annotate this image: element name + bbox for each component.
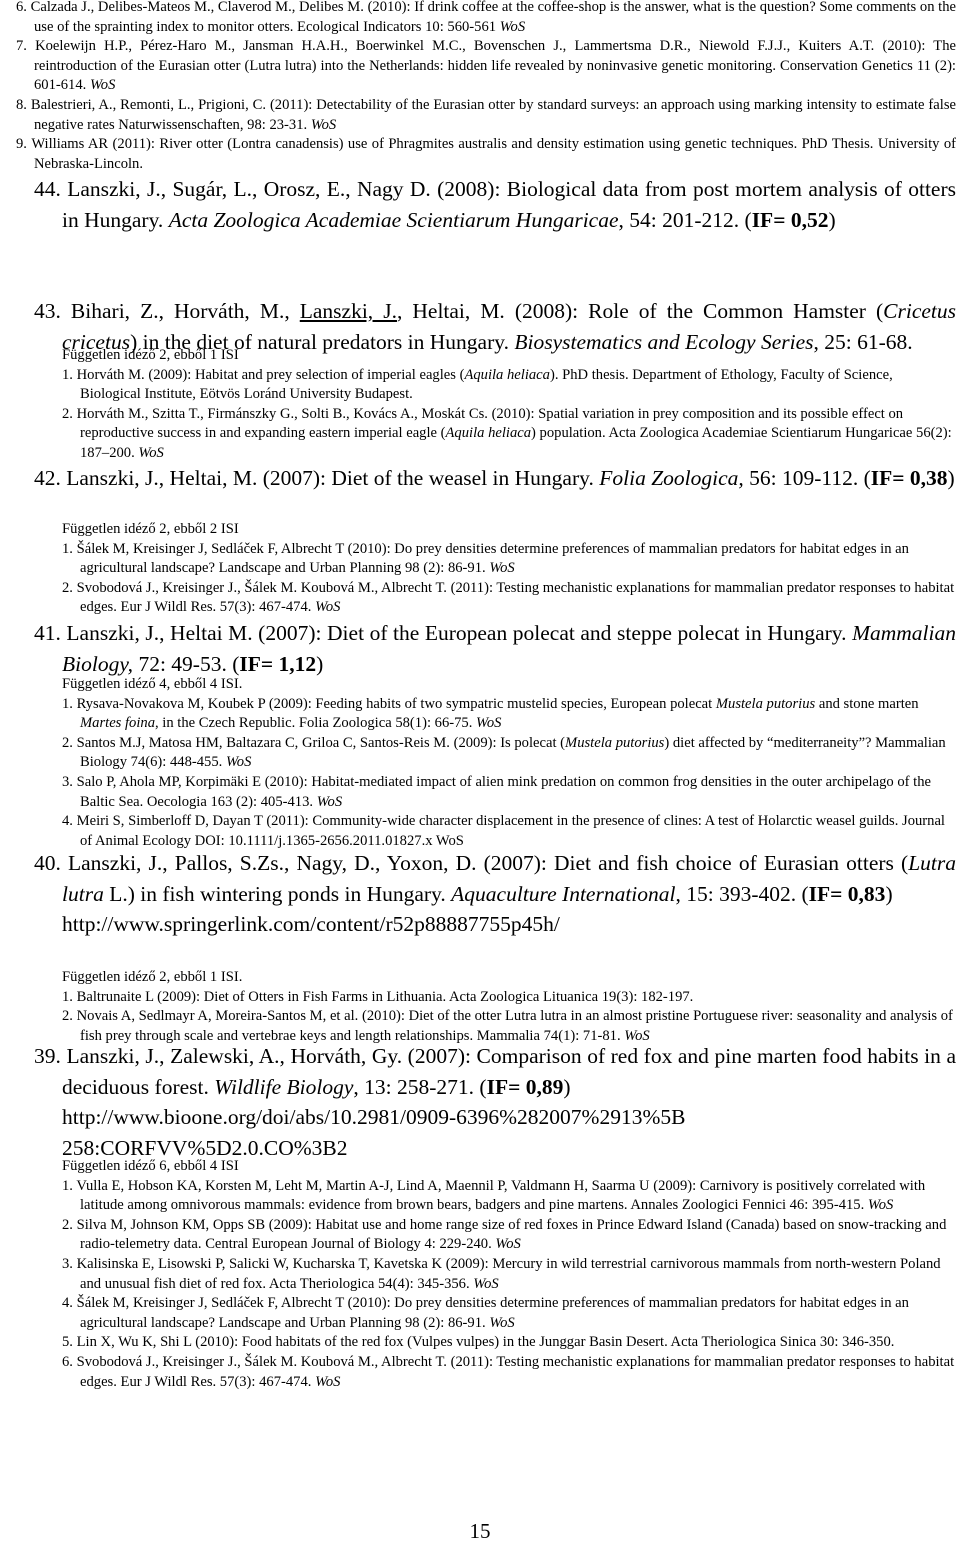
citation-count: Független idéző 2, ebből 1 ISI. bbox=[62, 969, 243, 985]
citing-item: 1. Baltrunaite L (2009): Diet of Otters in Fish Farms in Lithuania. Acta Zoologica Lituanica 19(3): 182-197. bbox=[62, 988, 694, 1005]
citing-item: 5. Lin X, Wu K, Shi L (2010): Food habitats of the red fox (Vulpes vulpes) in the Junggar Basin Desert. Acta Theriologica Sinica 30: 346-350. bbox=[62, 1334, 895, 1351]
citing-item: 6. Svobodová J., Kreisinger J., Šálek M. Koubová M., Albrecht T. (2011): Testing mechanistic explanations for mammalian predator responses to habitat edges. Eur J Wildl Res. 57(3): 467-474. WoS bbox=[62, 1353, 955, 1390]
citing-item: 4. Šálek M, Kreisinger J, Sedláček F, Albrecht T (2010): Do prey densities determine preferences of mammalian predators for habitat edges in an agricultural landscape? Landscape and Urban Planning 98 (2): 86-91. WoS bbox=[62, 1295, 909, 1331]
citation-count: Független idéző 2, ebből 1 ISI bbox=[62, 347, 239, 363]
publication-39-citations bbox=[62, 1157, 956, 1392]
citation-count: Független idéző 6, ebből 4 ISI bbox=[62, 1158, 239, 1174]
publication-39-link[interactable]: http://www.bioone.org/doi/abs/10.2981/0909-6396%282007%2913%5B258:CORFVV%5D2.0.CO%3B2 bbox=[62, 1105, 686, 1160]
top-citations bbox=[16, 0, 956, 174]
page-number: 15 bbox=[469, 1519, 491, 1543]
citing-item: 1. Vulla E, Hobson KA, Korsten M, Leht M, Martin A-J, Lind A, Maennil P, Valdmann H, Saarma U (2009): Carnivory is positively correlated with latitude among omnivorous mammals: evidence from brown bears, badgers and pine martens. Annales Zoologici Fennici 46: 395-415. WoS bbox=[62, 1177, 926, 1214]
citing-item: 2. Horváth M., Szitta T., Firmánszky G., Solti B., Kovács A., Moskát Cs. (2010): Spatial variation in prey composition and its possible effect on reproductive success in and expanding eastern imperial eagle (Aquila heliaca) population. Acta Zoologica Academiae Scientiarum Hungaricae 56(2): 187–200. WoS bbox=[62, 405, 952, 461]
highlighted-author: Lanszki, J. bbox=[299, 299, 397, 323]
citing-item: 2. Novais A, Sedlmayr A, Moreira-Santos M, et al. (2010): Diet of the otter Lutra lutra in an almost pristine Portuguese river: seasonality and analysis of fish prey through scale and vertebrae keys and length relationships. Mammalia 74(1): 71-81. WoS bbox=[62, 1008, 953, 1044]
publication-39: 39. Lanszki, J., Zalewski, A., Horváth, Gy. (2007): Comparison of red fox and pine marten food habits in a deciduous forest. Wildlife Biology, 13: 258-271. (IF= 0,89) http://www.bioone.org/doi/abs/10.2981/0909-6396%282007%2913%5B258:CORFVV%5D2.0.CO%3B2 bbox=[0, 1041, 956, 1163]
citing-item: 1. Horváth M. (2009): Habitat and prey selection of imperial eagles (Aquila heliaca). PhD thesis. Department of Ethology, Faculty of Science, Biological Institute, Eötvös Loránd University Budapest. bbox=[62, 366, 893, 403]
citing-item: 3. Kalisinska E, Lisowski P, Salicki W, Kucharska T, Kavetska K (2009): Mercury in wild terrestrial carnivorous mammals from north-western Poland and unusual fish diet of red fox. Acta Theriologica 54(4): 345-356. WoS bbox=[62, 1255, 941, 1292]
citation-count: Független idéző 2, ebből 2 ISI bbox=[62, 521, 239, 537]
publication-43-title: 43. Bihari, Z., Horváth, M., Lanszki, J., Heltai, M. (2008): Role of the Common Hamster (Cricetus cricetus) in the diet of natural predators in Hungary. Biosystematics and Ecology Series, 25: 61-68. bbox=[34, 299, 957, 354]
citation-9: 9. Williams AR (2011): River otter (Lontra canadensis) use of Phragmites australis and density estimation using genetic techniques. PhD Thesis. University of Nebraska-Lincoln. bbox=[16, 136, 956, 172]
citing-item: 1. Rysava-Novakova M, Koubek P (2009): Feeding habits of two sympatric mustelid species, European polecat Mustela putorius and stone marten Martes foina, in the Czech Republic. Folia Zoologica 58(1): 66-75. WoS bbox=[62, 695, 919, 732]
citing-item: 2. Svobodová J., Kreisinger J., Šálek M. Koubová M., Albrecht T. (2011): Testing mechanistic explanations for mammalian predator responses to habitat edges. Eur J Wildl Res. 57(3): 467-474. WoS bbox=[62, 579, 955, 616]
citation-8: 8. Balestrieri, A., Remonti, L., Prigioni, C. (2011): Detectability of the Eurasian otter by standard surveys: an approach using marking intensity to estimate false negative rates Naturwissenschaften, 98: 23-31. WoS bbox=[16, 96, 956, 133]
citation-count: Független idéző 4, ebből 4 ISI. bbox=[62, 676, 243, 692]
publication-44: 44. Lanszki, J., Sugár, L., Orosz, E., Nagy D. (2008): Biological data from post mortem analysis of otters in Hungary. Acta Zoologica Academiae Scientiarum Hungaricae, 54: 201-212. (IF= 0,52) bbox=[34, 177, 956, 232]
publication-41: 41. Lanszki, J., Heltai M. (2007): Diet of the European polecat and steppe polecat in Hungary. Mammalian Biology, 72: 49-53. (IF= 1,12) bbox=[34, 621, 957, 676]
publication-43-citations bbox=[62, 346, 956, 464]
citing-item: 1. Šálek M, Kreisinger J, Sedláček F, Albrecht T (2010): Do prey densities determine preferences of mammalian predators for habitat edges in an agricultural landscape? Landscape and Urban Planning 98 (2): 86-91. WoS bbox=[62, 540, 909, 577]
citing-item: 2. Santos M.J, Matosa HM, Baltazara C, Griloa C, Santos-Reis M. (2009): Is polecat (Mustela putorius) diet affected by “mediterraneity”? Mammalian Biology 74(6): 448-455. WoS bbox=[62, 734, 946, 771]
publication-40: 40. Lanszki, J., Pallos, S.Zs., Nagy, D., Yoxon, D. (2007): Diet and fish choice of Eurasian otters (Lutra lutra L.) in fish wintering ponds in Hungary. Aquaculture International, 15: 393-402. (IF= 0,83) http://www.springerlink.com/content/r52p88887755p45h/ bbox=[0, 848, 956, 940]
citation-6: 6. Calzada J., Delibes-Mateos M., Claverod M., Delibes M. (2010): If drink coffee at the coffee-shop is the answer, what is the question? Some comments on the use of the sprainting index to monitor otters. Ecological Indicators 10: 560-561 WoS bbox=[16, 0, 956, 35]
publication-42: 42. Lanszki, J., Heltai, M. (2007): Diet of the weasel in Hungary. Folia Zoologica, 56: 109-112. (IF= 0,38) bbox=[34, 466, 955, 490]
publication-42-citations bbox=[62, 520, 956, 618]
citing-item: 2. Silva M, Johnson KM, Opps SB (2009): Habitat use and home range size of red foxes in Prince Edward Island (Canada) based on snow-tracking and radio-telemetry data. Central European Journal of Biology 4: 229-240. WoS bbox=[62, 1216, 947, 1253]
publication-40-citations bbox=[62, 968, 956, 1046]
citing-item: 3. Salo P, Ahola MP, Korpimäki E (2010): Habitat-mediated impact of alien mink predation on common frog densities in the outer archipelago of the Baltic Sea. Oecologia 163 (2): 405-413. WoS bbox=[62, 773, 931, 810]
citing-item: 4. Meiri S, Simberloff D, Dayan T (2011): Community-wide character displacement in the presence of clines: A test of Holarctic weasel guilds. Journal of Animal Ecology DOI: 10.1111/j.1365-2656.2011.01827.x WoS bbox=[62, 813, 945, 849]
citation-7: 7. Koelewijn H.P., Pérez-Haro M., Jansman H.A.H., Boerwinkel M.C., Bovenschen J., Lammertsma D.R., Niewold F.J.J., Kuiters A.T. (2010): The reintroduction of the Eurasian otter (Lutra lutra) into the Netherlands: hidden life revealed by noninvasive genetic monitoring. Conservation Genetics 11 (2): 601-614. WoS bbox=[16, 38, 956, 94]
publication-40-link[interactable]: http://www.springerlink.com/content/r52p88887755p45h/ bbox=[62, 912, 560, 936]
publication-41-citations bbox=[62, 675, 956, 851]
